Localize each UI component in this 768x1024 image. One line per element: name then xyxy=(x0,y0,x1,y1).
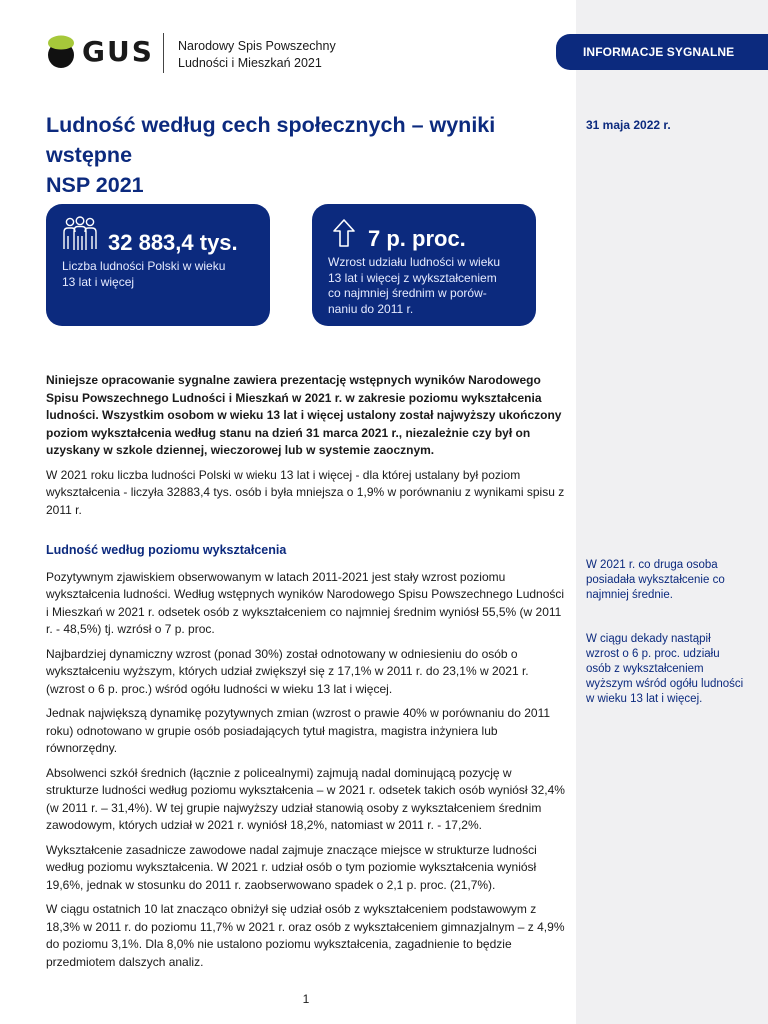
right-sidebar xyxy=(576,0,768,1024)
paragraph: Pozytywnym zjawiskiem obserwowanym w latach 2011-2021 jest stały wzrost poziomu wykształcenia ludności. Według wstępnych wyników Narodowego Spisu Powszechnego Ludności i Mieszkań w 2021 r. odsetek osób z wykształceniem co najmniej średnim wyniósł 55,5% (w 2011 r. - 48,5%) tj. wzrósł o 7 p. proc. xyxy=(46,569,565,636)
paragraph: W 2021 roku liczba ludności Polski w wieku 13 lat i więcej - dla której ustalany był poziom wykształcenia - liczyła 32883,4 tys. osób i była mniejsza o 1,9% w porównaniu z wynikami spisu z 2011 r. xyxy=(46,467,565,517)
gus-logo-icon xyxy=(46,31,76,71)
publication-date: 31 maja 2022 r. xyxy=(586,118,671,132)
desc-line: 13 lat i więcej xyxy=(62,274,135,289)
desc-line: co najmniej średnim w porów- xyxy=(328,286,487,300)
gus-logo[interactable] xyxy=(46,31,154,71)
logo-text: GUS xyxy=(82,34,154,68)
desc-line: naniu do 2011 r. xyxy=(328,301,414,316)
title-line-1: Ludność według cech społecznych – wyniki wstępne xyxy=(46,113,496,167)
population-description xyxy=(62,259,262,290)
caption-line-2: Ludności i Mieszkań 2021 xyxy=(178,56,322,70)
desc-line: 13 lat i więcej z wykształceniem xyxy=(328,270,497,285)
stat-card-population xyxy=(46,204,270,326)
people-icon xyxy=(61,216,99,252)
page-number: 1 xyxy=(302,992,310,1006)
paragraph: Najbardziej dynamiczny wzrost (ponad 30%) został odnotowany w odniesieniu do osób o wykształceniu wyższym, których udział zwiększył się z 17,1% w 2011 r. do 23,1% w 2021 r. (wzrost o 6 p. proc.) wśród ogółu ludności w wieku 13 lat i więcej. xyxy=(46,646,529,696)
main-content xyxy=(46,372,566,978)
side-note-2: W ciągu dekady nastąpił wzrost o 6 p. proc. udziału osób z wykształceniem wyższym wśród ogółu ludności w wieku 13 lat i więcej. xyxy=(586,633,744,705)
arrow-up-icon xyxy=(332,218,356,248)
logo-caption xyxy=(178,38,336,72)
title-line-2: NSP 2021 xyxy=(46,173,144,197)
stat-card-education-growth xyxy=(312,204,536,326)
section-heading: Ludność według poziomu wykształcenia xyxy=(46,543,287,557)
paragraph: Jednak największą dynamikę pozytywnych zmian (wzrost o prawie 40% w porównaniu do 2011 roku) odnotowano w grupie osób posiadających tytuł magistra, magistra inżyniera lub równorzędny. xyxy=(46,706,551,755)
paragraph: Absolwenci szkół średnich (łącznie z policealnymi) zajmują nadal dominującą pozycję w strukturze ludności według poziomu wykształcenia – w 2021 r. odsetek takich osób wyniósł 32,4% (w 2011 r. – 31,4%). W tej grupie najwyższy udział stanowią osoby z wykształceniem średnim zawodowym, których udział w 2021 r. wyniósł 18,2%, natomiast w 2011 r. - 17,2%. xyxy=(46,765,565,832)
logo-divider xyxy=(163,33,164,73)
desc-line: Wzrost udziału ludności w wieku xyxy=(328,255,501,269)
growth-description xyxy=(328,255,528,317)
lead-paragraph: Niniejsze opracowanie sygnalne zawiera prezentację wstępnych wyników Narodowego Spisu Powszechnego Ludności i Mieszkań w 2021 r. w zakresie poziomu wykształcenia ludności. Wszystkim osobom w wieku 13 lat i więcej ustalony został najwyższy ukończony poziom wykształcenia według stanu na dzień 31 marca 2021 r., niezależnie czy był on uzyskany w szkole dziennej, wieczorowej lub w systemie zaocznym. xyxy=(46,373,562,457)
population-value: 32 883,4 tys. xyxy=(108,230,238,255)
caption-line-1: Narodowy Spis Powszechny xyxy=(178,39,336,53)
paragraph: W ciągu ostatnich 10 lat znacząco obniżył się udział osób z wykształceniem podstawowym z 18,3% w 2011 r. do poziomu 11,7% w 2021 r. oraz osób z wykształceniem gimnazjalnym – z 4,9% do poziomu 3,1%. Dla 8,0% nie ustalono poziomu wykształcenia, zagadnienie to będzie przedmiotem dalszych analiz. xyxy=(46,902,565,969)
desc-line: Liczba ludności Polski w wieku xyxy=(62,259,226,273)
side-note-1: W 2021 r. co druga osoba posiadała wykształcenie co najmniej średnie. xyxy=(586,559,725,601)
publication-type-badge xyxy=(556,34,768,70)
badge-label: INFORMACJE SYGNALNE xyxy=(583,45,735,59)
page-title xyxy=(46,110,566,200)
paragraph: Wykształcenie zasadnicze zawodowe nadal zajmuje znaczące miejsce w strukturze ludności według poziomu wykształcenia. W 2021 r. udział osób o tym poziomie wykształcenia wyniósł 19,6%, jednak w stosunku do 2011 r. zaobserwowano spadek o 2,1 p. proc. (21,7%). xyxy=(46,842,537,892)
growth-value: 7 p. proc. xyxy=(368,226,466,251)
